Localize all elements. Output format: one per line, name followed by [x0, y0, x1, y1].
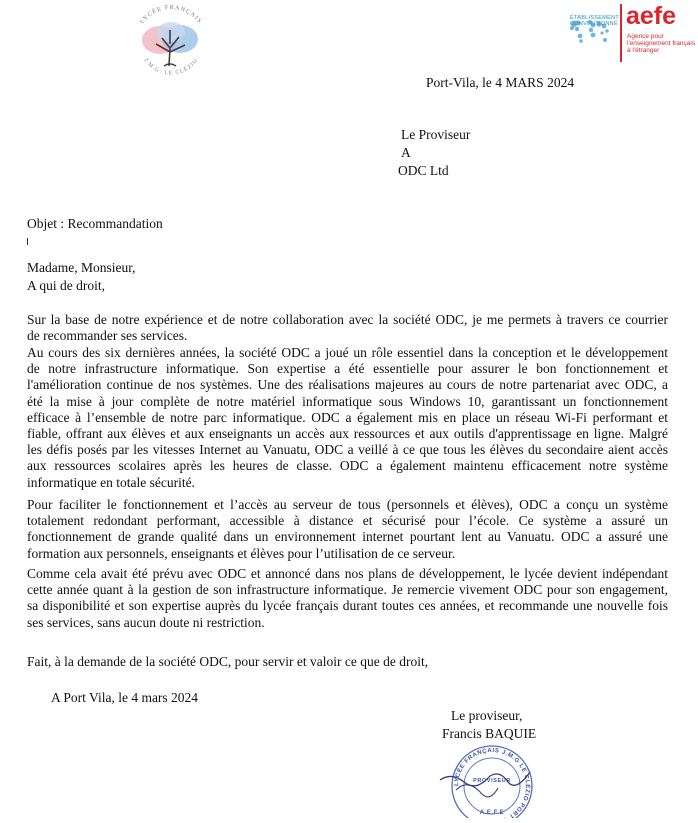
letter-date: Port-Vila, le 4 MARS 2024: [426, 75, 575, 90]
svg-text:LYCÉE FRANÇAIS J.M.G LE CLÉZIO: LYCÉE FRANÇAIS J.M.G LE CLÉZIO PORT: [453, 747, 531, 818]
official-stamp: [438, 742, 558, 818]
signatory-title: Le proviseur,: [451, 708, 523, 723]
recipient-line-1: Le Proviseur: [401, 127, 471, 142]
body-paragraph-2: Au cours des six dernières années, la société ODC a joué un rôle essentiel dans la conception et le développement de notre infrastructure informatique. Son expertise a été essentielle pour assurer le bon fonctionnement et l'amélioration continue de nos systèmes. Une des réalisations majeures au cours de notre partenariat avec ODC, a été la mise à jour complète de notre matériel informatique sous Windows 10, garantissant un fonctionnement efficace à l’ensemble de notre parc informatique. ODC a également mis en place un réseau Wi-Fi performant et fiable, offrant aux élèves et aux enseignants un accès aux ressources et aux outils d'apprentissage en ligne. Malgré les défis posés par les vitesses Internet au Vanuatu, ODC a veillé à ce que tous les élèves du secondaire aient accès aux ressources scolaires après les heures de classe. ODC a également maintenu efficacement notre système informatique en totale sécurité.: [27, 345, 668, 490]
signature-place-date: A Port Vila, le 4 mars 2024: [51, 690, 199, 705]
body-paragraph-3: Pour faciliter le fonctionnement et l’accès au serveur de tous (personnels et élèves), ODC a conçu un système totalement redondant performant, accessible à distance et sécurisé pour l’école. Ce système a assuré un fonctionnement de grande qualité dans un environnement internet pourtant lent au Vanuatu. ODC a assuré une formation aux personnels, enseignants et élèves pour l’utilisation de ce serveur.: [27, 497, 668, 561]
recipient-line-2: A: [401, 145, 411, 160]
svg-text:J.M.G. LE CLÉZIO: J.M.G. LE CLÉZIO: [142, 57, 200, 77]
signatory-name: Francis BAQUIE: [442, 726, 537, 741]
aefe-logo: [566, 2, 696, 64]
aefe-wordmark: aefe: [626, 2, 677, 30]
aefe-divider: [620, 4, 622, 62]
closing-line: Fait, à la demande de la société ODC, pour servir et valoir ce que de droit,: [27, 654, 429, 669]
salutation-line-2: A qui de droit,: [27, 278, 105, 293]
salutation-line-1: Madame, Monsieur,: [27, 260, 136, 275]
school-logo: [128, 4, 214, 80]
svg-text:A.E.F.E: A.E.F.E: [479, 810, 505, 816]
body-paragraph-1: Sur la base de notre expérience et de notre collaboration avec la société ODC, je me permets à travers ce courrier de recommander ses services.: [27, 312, 668, 344]
aefe-tagline: Agence pour l'enseignement français à l'étranger: [627, 33, 696, 54]
text-cursor-mark: [27, 238, 28, 245]
svg-text:PROVISEUR: PROVISEUR: [473, 778, 511, 784]
recipient-line-3: ODC Ltd: [398, 163, 449, 178]
svg-text:LYCÉE FRANÇAIS: LYCÉE FRANÇAIS: [139, 4, 203, 26]
body-paragraph-4: Comme cela avait été prévu avec ODC et annoncé dans nos plans de développement, le lycée devient indépendant cette année quant à la gestion de son infrastructure informatique. Je remercie vivement ODC pour son engagement, sa disponibilité et son expertise auprès du lycée français durant toutes ces années, et recommande une nouvelle fois ses services, sans aucun doute ni restriction.: [27, 566, 668, 630]
aefe-status-label: ÉTABLISSEMENT CONVENTIONNÉ: [570, 15, 620, 27]
letter-subject: Objet : Recommandation: [27, 216, 163, 231]
